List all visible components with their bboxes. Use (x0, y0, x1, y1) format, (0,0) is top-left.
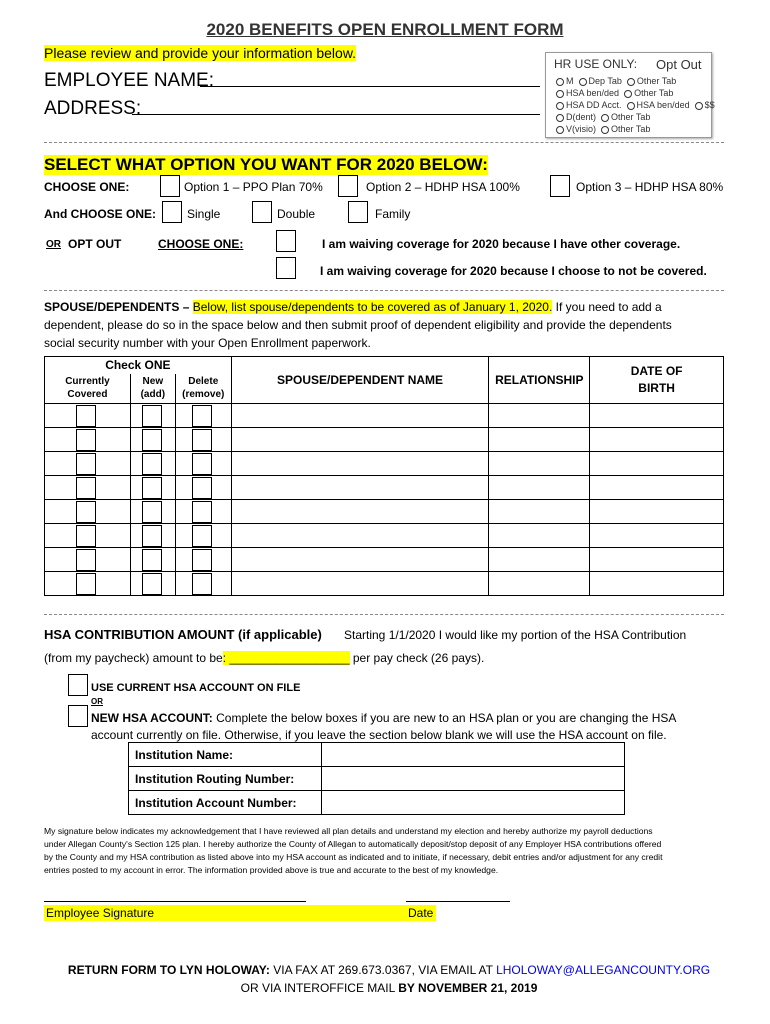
hsa-amount-line (44, 651, 484, 665)
radio-icon[interactable] (695, 102, 703, 110)
return-bold: RETURN FORM TO LYN HOLOWAY: (67, 963, 270, 977)
use-current-hsa-checkbox[interactable] (68, 674, 88, 696)
table-row (45, 452, 724, 476)
new-add-header (130, 374, 175, 404)
relationship-cell[interactable] (489, 452, 590, 476)
family-label: Family (375, 207, 411, 221)
divider (44, 290, 724, 291)
hsa-text-2a: (from my paycheck) amount to be (44, 651, 223, 665)
option2-label: Option 2 – HDHP HSA 100% (366, 180, 520, 194)
relationship-cell[interactable] (489, 404, 590, 428)
institution-routing-label: Institution Routing Number: (129, 767, 322, 791)
spouse-heading: SPOUSE/DEPENDENTS – (44, 300, 190, 314)
currently-covered-checkbox[interactable] (76, 453, 96, 475)
radio-icon[interactable] (556, 114, 564, 122)
return-deadline: BY NOVEMBER 21, 2019 (398, 981, 538, 995)
spouse-intro-line-1 (44, 300, 662, 314)
dependent-name-cell[interactable] (231, 476, 489, 500)
radio-icon[interactable] (556, 102, 564, 110)
institution-table (128, 742, 625, 815)
dob-header (590, 357, 724, 404)
delete-header: Delete (188, 376, 219, 388)
currently-covered-checkbox[interactable] (76, 429, 96, 451)
institution-account-field[interactable] (321, 791, 624, 815)
radio-icon[interactable] (627, 102, 635, 110)
form-title: 2020 BENEFITS OPEN ENROLLMENT FORM (206, 20, 564, 39)
option2-checkbox[interactable] (338, 175, 358, 197)
dependent-name-cell[interactable] (231, 404, 489, 428)
select-heading: SELECT WHAT OPTION YOU WANT FOR 2020 BELOW: (44, 155, 488, 174)
radio-icon[interactable] (579, 78, 587, 86)
dob-header-line-2: BIRTH (638, 381, 675, 395)
return-text: VIA FAX AT 269.673.0367, VIA EMAIL AT (269, 963, 497, 977)
ack-line-1: My signature below indicates my acknowledgement that I have reviewed all plan details and understand my election and hereby authorize my payroll deductions (44, 826, 653, 836)
hr-row-1 (556, 76, 676, 86)
relationship-cell[interactable] (489, 572, 590, 596)
delete-remove-checkbox[interactable] (192, 525, 212, 547)
acknowledgement (44, 825, 734, 877)
dependent-name-cell[interactable] (231, 452, 489, 476)
relationship-cell[interactable] (489, 500, 590, 524)
table-row (45, 524, 724, 548)
single-label: Single (187, 207, 221, 221)
table-row (45, 548, 724, 572)
spouse-intro-line-2: dependent, please do so in the space below and then submit proof of dependent eligibility and provide the dependents (44, 318, 672, 332)
double-label: Double (277, 207, 316, 221)
dependent-name-cell[interactable] (231, 428, 489, 452)
currently-covered-header (45, 374, 131, 404)
new-add-checkbox[interactable] (142, 525, 162, 547)
relationship-cell[interactable] (489, 524, 590, 548)
hr-item: V(visio) (566, 124, 597, 134)
dependent-name-cell[interactable] (231, 500, 489, 524)
divider (44, 142, 724, 143)
dependent-name-cell[interactable] (231, 524, 489, 548)
radio-icon[interactable] (556, 90, 564, 98)
waive-other-coverage-label: I am waiving coverage for 2020 because I have other coverage. (322, 237, 681, 251)
radio-icon[interactable] (601, 126, 609, 134)
intro-text: Please review and provide your information below. (44, 45, 357, 61)
employee-signature-label: Employee Signature (46, 906, 155, 920)
radio-icon[interactable] (601, 114, 609, 122)
new-add-checkbox[interactable] (142, 573, 162, 595)
hr-item: Other Tab (636, 76, 677, 86)
radio-icon[interactable] (556, 78, 564, 86)
new-hsa-text-1: Complete the below boxes if you are new to an HSA plan or you are changing the HSA (216, 711, 677, 725)
date-line[interactable] (406, 901, 510, 902)
new-add-checkbox[interactable] (142, 477, 162, 499)
date-label: Date (408, 906, 434, 920)
spouse-text-1: If you need to add a (555, 300, 662, 314)
single-checkbox[interactable] (162, 201, 182, 223)
radio-icon[interactable] (624, 90, 632, 98)
hr-item: Other Tab (611, 112, 651, 122)
delete-remove-header (175, 374, 231, 404)
table-row (45, 476, 724, 500)
table-row (45, 404, 724, 428)
divider (44, 614, 724, 615)
delete-remove-checkbox[interactable] (192, 549, 212, 571)
hr-item: $$ (704, 100, 715, 110)
currently-header: Currently (65, 376, 110, 388)
option3-checkbox[interactable] (550, 175, 570, 197)
currently-covered-checkbox[interactable] (76, 405, 96, 427)
institution-routing-field[interactable] (321, 767, 624, 791)
family-checkbox[interactable] (348, 201, 368, 223)
add-header: (add) (140, 389, 166, 401)
dob-cell[interactable] (590, 452, 724, 476)
employee-name-field[interactable] (200, 86, 540, 87)
hr-item: HSA ben/ded (566, 88, 620, 98)
hr-box-title: HR USE ONLY: (554, 57, 638, 71)
double-checkbox[interactable] (252, 201, 272, 223)
hr-item: HSA DD Acct. (566, 100, 622, 110)
new-add-checkbox[interactable] (142, 405, 162, 427)
delete-remove-checkbox[interactable] (192, 501, 212, 523)
dob-cell[interactable] (590, 500, 724, 524)
covered-header: Covered (67, 389, 108, 401)
relationship-header: RELATIONSHIP (489, 357, 590, 404)
hr-row-5 (556, 124, 650, 134)
dependents-table (44, 356, 724, 596)
currently-covered-checkbox[interactable] (76, 477, 96, 499)
hr-use-only-box (545, 52, 715, 138)
dob-cell[interactable] (590, 476, 724, 500)
delete-remove-checkbox[interactable] (192, 477, 212, 499)
employee-name-label: EMPLOYEE NAME: (44, 70, 214, 91)
address-label: ADDRESS: (44, 98, 142, 119)
return-line-2 (44, 981, 734, 995)
new-add-checkbox[interactable] (142, 453, 162, 475)
hr-row-3 (556, 100, 715, 110)
opt-out-label: OPT OUT (68, 237, 122, 251)
use-current-hsa-label: USE CURRENT HSA ACCOUNT ON FILE (91, 682, 301, 694)
hr-row-4 (556, 112, 650, 122)
spouse-highlight: Below, list spouse/dependents to be covered as of January 1, 2020. (192, 300, 553, 314)
hr-row-2 (556, 88, 673, 98)
radio-icon[interactable] (627, 78, 635, 86)
choose-one-label: CHOOSE ONE: (44, 180, 130, 194)
delete-remove-checkbox[interactable] (192, 453, 212, 475)
waive-not-covered-checkbox[interactable] (276, 257, 296, 279)
waive-other-coverage-checkbox[interactable] (276, 230, 296, 252)
currently-covered-checkbox[interactable] (76, 573, 96, 595)
ack-line-4: entries posted to my account in error. The information provided above is true and accurate to the best of my knowledge. (44, 865, 499, 875)
check-one-header: Check ONE (45, 357, 232, 374)
option1-label: Option 1 – PPO Plan 70% (184, 180, 323, 194)
hr-box-opt-out: Opt Out (656, 57, 702, 72)
hr-item: Other Tab (611, 124, 651, 134)
table-row (45, 572, 724, 596)
and-choose-one-label: And CHOOSE ONE: (44, 207, 157, 221)
institution-account-label: Institution Account Number: (129, 791, 322, 815)
choose-one-label-2: CHOOSE ONE: (158, 237, 244, 251)
spouse-intro-line-3: social security number with your Open Enrollment paperwork. (44, 336, 371, 350)
dob-header-line-1: DATE OF (630, 364, 683, 378)
hsa-amount-field[interactable]: : __________________ (222, 651, 350, 665)
relationship-cell[interactable] (489, 548, 590, 572)
new-add-checkbox[interactable] (142, 501, 162, 523)
new-hsa-line-2: account currently on file. Otherwise, if you leave the section below blank we will use the HSA account on file. (91, 728, 667, 742)
dependent-name-cell[interactable] (231, 548, 489, 572)
return-text-2: OR VIA INTEROFFICE MAIL (240, 981, 399, 995)
currently-covered-checkbox[interactable] (76, 549, 96, 571)
relationship-cell[interactable] (489, 428, 590, 452)
relationship-cell[interactable] (489, 476, 590, 500)
delete-remove-checkbox[interactable] (192, 405, 212, 427)
address-field[interactable] (132, 114, 540, 115)
table-row (45, 500, 724, 524)
dob-cell[interactable] (590, 548, 724, 572)
option3-label: Option 3 – HDHP HSA 80% (576, 180, 724, 194)
new-hsa-line-1 (91, 711, 676, 725)
currently-covered-checkbox[interactable] (76, 501, 96, 523)
new-add-checkbox[interactable] (142, 549, 162, 571)
table-row (45, 428, 724, 452)
new-hsa-bold: NEW HSA ACCOUNT: (91, 711, 213, 725)
ack-line-2: under Allegan County's Section 125 plan. I hereby authorize the County of Allegan to automatically deposit/stop deposit of any Employer HSA contributions offered (44, 839, 662, 849)
delete-remove-checkbox[interactable] (192, 573, 212, 595)
or-small-label: OR (91, 697, 103, 706)
new-hsa-account-checkbox[interactable] (68, 705, 88, 727)
remove-header: (remove) (182, 389, 225, 401)
radio-icon[interactable] (556, 126, 564, 134)
new-add-checkbox[interactable] (142, 429, 162, 451)
hr-item: Dep Tab (588, 76, 622, 86)
dob-cell[interactable] (590, 404, 724, 428)
dob-cell[interactable] (590, 572, 724, 596)
email-link[interactable]: LHOLOWAY@ALLEGANCOUNTY.ORG (496, 963, 711, 977)
hr-item: Other Tab (634, 88, 674, 98)
hr-item: HSA ben/ded (636, 100, 690, 110)
waive-not-covered-label: I am waiving coverage for 2020 because I choose to not be covered. (320, 264, 707, 278)
hr-item: D(dent) (566, 112, 597, 122)
hsa-text-1: Starting 1/1/2020 I would like my portion of the HSA Contribution (344, 628, 687, 642)
or-label: OR (46, 239, 61, 250)
new-header: New (142, 376, 164, 388)
hsa-heading: HSA CONTRIBUTION AMOUNT (if applicable) (44, 627, 322, 642)
institution-name-field[interactable] (321, 743, 624, 767)
ack-line-3: by the County and my HSA contribution as listed above into my HSA account as indicated and to initiate, if necessary, debit entries and/or adjustment for any credit (44, 852, 663, 862)
hsa-text-2b: per pay check (26 pays). (352, 651, 485, 665)
delete-remove-checkbox[interactable] (192, 429, 212, 451)
signature-line[interactable] (44, 901, 306, 902)
hr-item: M (566, 76, 574, 86)
currently-covered-checkbox[interactable] (76, 525, 96, 547)
return-line-1 (44, 963, 734, 977)
dependent-name-cell[interactable] (231, 572, 489, 596)
option1-checkbox[interactable] (160, 175, 180, 197)
dob-cell[interactable] (590, 428, 724, 452)
name-header: SPOUSE/DEPENDENT NAME (231, 357, 489, 404)
institution-name-label: Institution Name: (129, 743, 322, 767)
dob-cell[interactable] (590, 524, 724, 548)
